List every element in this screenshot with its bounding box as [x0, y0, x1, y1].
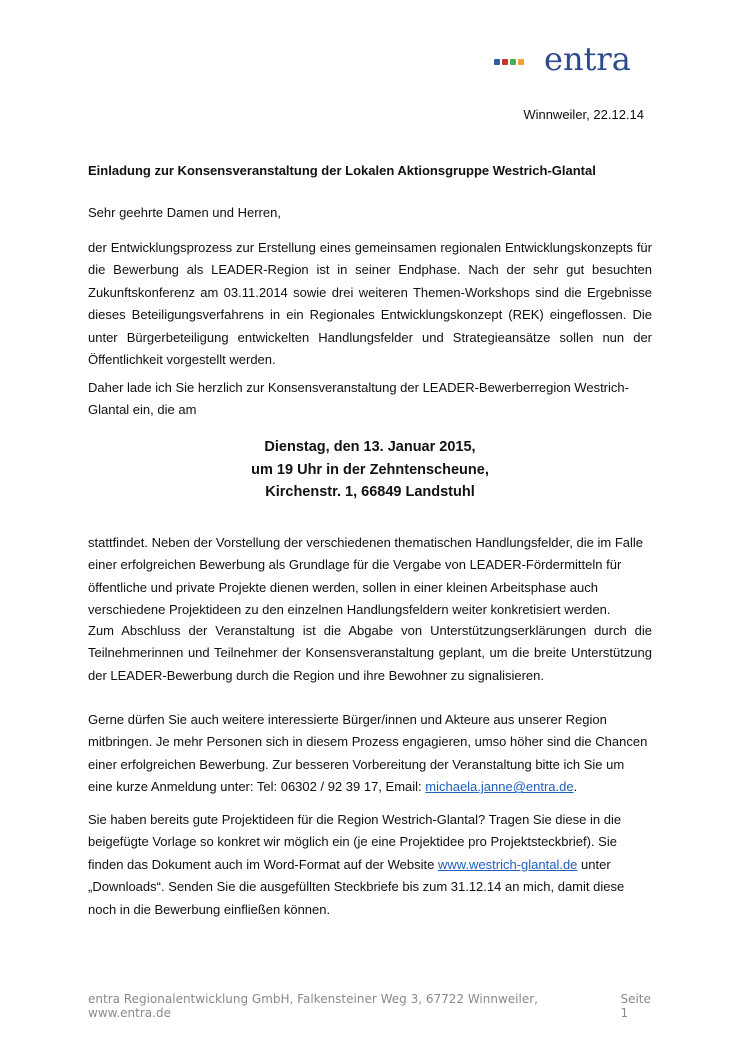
page-footer	[88, 992, 662, 1020]
website-link[interactable]: www.westrich-glantal.de	[437, 856, 578, 872]
project-ideas-end: unter „Downloads“. Senden Sie die ausgefüllten Steckbriefe bis zum 31.12.14 an mich, damit diese noch in die Bewerbung einfließen können.	[88, 856, 625, 917]
event-address: Kirchenstr. 1, 66849 Landstuhl	[265, 484, 475, 501]
logo-dot-green	[510, 59, 516, 65]
letter-date: Winnweiler, 22.12.14	[523, 107, 644, 122]
registration-text: Gerne dürfen Sie auch weitere interessierte Bürger/innen und Akteure aus unserer Region mitbringen. Je mehr Personen sich in diesem Prozess engagieren, umso höher sind die Chancen einer erfolgreichen Bewerbung. Zur besseren Vorbereitung der Veranstaltung bitte ich Sie um eine kurze Anmeldung unter: Tel: 06302 / 92 39 17, Email:	[88, 712, 648, 795]
paragraph-invitation: Daher lade ich Sie herzlich zur Konsensveranstaltung der LEADER-Bewerberregion Westrich-Glantal ein, die am	[88, 380, 629, 418]
project-ideas-text: Sie haben bereits gute Projektideen für die Region Westrich-Glantal? Tragen Sie diese in die beigefügte Vorlage so konkret wir möglich ein (je eine Projektidee pro Projektsteckbrief). Sie finden das Dokument auch im Word-Format auf der Website	[88, 812, 622, 872]
logo-dots-icon	[494, 59, 524, 65]
logo-dot-blue	[494, 59, 500, 65]
paragraph-project-ideas	[88, 809, 652, 921]
event-details	[88, 436, 652, 504]
email-link[interactable]: michaela.janne@entra.de	[425, 779, 574, 795]
footer-address: entra Regionalentwicklung GmbH, Falkensteiner Weg 3, 67722 Winnweiler, www.entra.de	[88, 992, 538, 1020]
entra-logo	[494, 40, 631, 78]
paragraph-program: stattfindet. Neben der Vorstellung der verschiedenen thematischen Handlungsfelder, die im Falle einer erfolgreichen Bewerbung als Grundlage für die Vergabe von LEADER-Fördermitteln für öffentliche und private Projekte dienen werden, sollen in einer kleinen Arbeitsphase auch verschiedene Projektideen zu den einzelnen Handlungsfeldern weiter konkretisiert werden.	[88, 535, 643, 618]
logo-text: entra	[544, 40, 631, 78]
event-date: Dienstag, den 13. Januar 2015,	[264, 439, 476, 455]
logo-dot-red	[502, 59, 508, 65]
paragraph-registration	[88, 709, 652, 799]
event-time-venue: um 19 Uhr in der Zehntenscheune,	[251, 461, 489, 478]
footer-page-number: Seite 1	[620, 992, 651, 1020]
letter-subject: Einladung zur Konsensveranstaltung der Lokalen Aktionsgruppe Westrich-Glantal	[88, 163, 596, 178]
paragraph-support: Zum Abschluss der Veranstaltung ist die Abgabe von Unterstützungserklärungen durch die Teilnehmerinnen und Teilnehmer der Konsensveranstaltung geplant, um die breite Unterstützung der LEADER-Bewerbung durch die Region und ihre Bewohner zu signalisieren.	[88, 623, 652, 683]
salutation: Sehr geehrte Damen und Herren,	[88, 205, 281, 220]
registration-end: .	[573, 779, 578, 795]
paragraph-intro: der Entwicklungsprozess zur Erstellung eines gemeinsamen regionalen Entwicklungskonzepts für die Bewerbung als LEADER-Region ist in seiner Endphase. Nach der sehr gut besuchten Zukunftskonferenz am 03.11.2014 sowie drei weiteren Themen-Workshops sind die Ergebnisse dieses Beteiligungsverfahrens in ein Regionales Entwicklungskonzept (REK) eingeflossen. Die unter Bürgerbeteiligung entwickelten Handlungsfelder und Strategieansätze sollen nun der Öffentlichkeit vorgestellt werden.	[88, 240, 652, 368]
logo-dot-orange	[518, 59, 524, 65]
